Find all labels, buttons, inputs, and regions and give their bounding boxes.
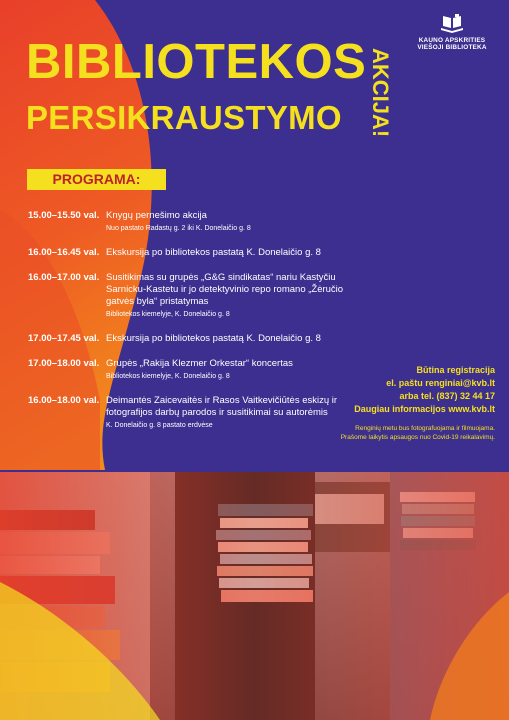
schedule-time: 16.00–17.00 val.: [28, 272, 100, 283]
schedule-time: 17.00–18.00 val.: [28, 358, 100, 369]
schedule-location: K. Donelaičio g. 8 pastato erdvėse: [106, 422, 213, 429]
library-logo: [407, 14, 497, 51]
books-photo: [0, 472, 509, 720]
schedule-title: Ekskursija po bibliotekos pastatą K. Donelaičio g. 8: [106, 247, 321, 258]
schedule-title: Knygų pernešimo akcija: [106, 210, 207, 221]
schedule-item: [28, 272, 348, 320]
schedule-description: [106, 210, 348, 234]
schedule-time: 15.00–15.50 val.: [28, 210, 100, 221]
filming-notice: Renginių metu bus fotografuojama ir filmuojama.: [355, 425, 495, 432]
more-info-link: Daugiau informacijos www.kvb.lt: [354, 404, 495, 414]
schedule-title: Deimantės Zaicevaitės ir Rasos Vaitkevičiūtės eskizų ir fotografijos darbų parodos ir susitikimai su autorėmis: [106, 395, 338, 418]
schedule-item: [28, 333, 348, 345]
schedule-location: Bibliotekos kiemelyje, K. Donelaičio g. 8: [106, 311, 230, 318]
schedule-description: [106, 272, 348, 320]
poster-title-vertical-text: AKCIJA!: [368, 48, 393, 138]
poster-title-vertical: [367, 48, 397, 138]
poster-title-line2: PERSIKRAUSTYMO: [26, 99, 342, 136]
schedule-title: Ekskursija po bibliotekos pastatą K. Donelaičio g. 8: [106, 333, 321, 344]
logo-text-line2: VIEŠOJI BIBLIOTEKA: [417, 44, 487, 51]
program-label: PROGRAMA:: [27, 169, 166, 190]
logo-text-line1: KAUNO APSKRITIES: [418, 37, 486, 44]
library-book-icon: [439, 14, 465, 34]
schedule-time: 17.00–17.45 val.: [28, 333, 100, 344]
schedule-description: [106, 247, 348, 259]
schedule-item: [28, 210, 348, 234]
registration-email: el. paštu renginiai@kvb.lt: [386, 378, 495, 388]
schedule-time: 16.00–16.45 val.: [28, 247, 100, 258]
schedule-title: Grupės „Rakija Klezmer Orkestar“ koncertas: [106, 358, 293, 369]
schedule-time: 16.00–18.00 val.: [28, 395, 100, 406]
registration-phone: arba tel. (837) 32 44 17: [399, 391, 495, 401]
schedule-location: Nuo pastato Radastų g. 2 iki K. Donelaičio g. 8: [106, 225, 251, 232]
covid-notice: Prašome laikytis apsaugos nuo Covid-19 reikalavimų.: [340, 433, 495, 441]
event-notes: [295, 425, 495, 442]
poster-title-line1: BIBLIOTEKOS: [26, 35, 367, 89]
schedule-item: [28, 247, 348, 259]
schedule-title: Susitikimas su grupės „G&G sindikatas“ nariu Kastyčiu Sarnicku-Kastetu ir jo detektyvinio repo romano „Žėručio gatvės byla“ pristatymas: [106, 272, 344, 307]
registration-required: Būtina registracija: [416, 365, 495, 375]
registration-info: [295, 364, 495, 416]
schedule-description: [106, 333, 348, 345]
schedule-location: Bibliotekos kiemelyje, K. Donelaičio g. 8: [106, 373, 230, 380]
